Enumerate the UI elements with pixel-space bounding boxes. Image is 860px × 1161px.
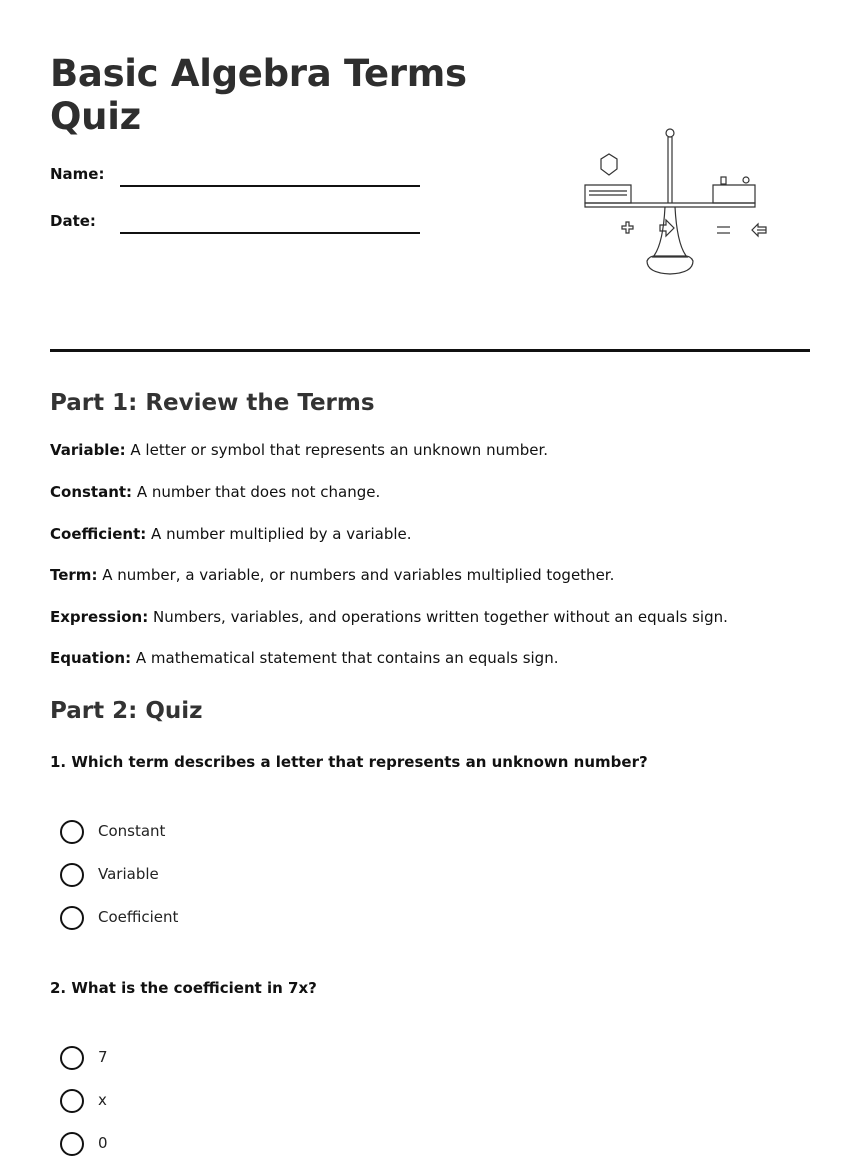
- term-name: Variable:: [50, 441, 126, 459]
- term-expression: [50, 608, 810, 626]
- q2-option-x[interactable]: [60, 1089, 360, 1115]
- arrow-left-icon: [752, 224, 766, 236]
- radio-button[interactable]: [60, 820, 84, 844]
- date-label: Date:: [50, 212, 96, 230]
- radio-button[interactable]: [60, 1046, 84, 1070]
- name-field[interactable]: [120, 185, 420, 187]
- name-label: Name:: [50, 165, 105, 183]
- question-2: 2. What is the coefficient in 7x?: [50, 979, 317, 997]
- term-name: Expression:: [50, 608, 149, 626]
- balance-scale-icon: [565, 125, 780, 280]
- term-definition: A number multiplied by a variable.: [146, 525, 412, 543]
- term-name: Equation:: [50, 649, 132, 667]
- option-label: x: [98, 1091, 107, 1109]
- q1-option-constant[interactable]: [60, 820, 360, 846]
- q2-option-0[interactable]: [60, 1132, 360, 1158]
- radio-button[interactable]: [60, 1132, 84, 1156]
- term-name: Coefficient:: [50, 525, 147, 543]
- term-definition: A number that does not change.: [132, 483, 381, 501]
- q1-option-coefficient[interactable]: [60, 906, 360, 932]
- title-line-2: Quiz: [50, 95, 141, 138]
- option-label: Variable: [98, 865, 159, 883]
- term-constant: [50, 483, 810, 501]
- term-definition: Numbers, variables, and operations written together without an equals sign.: [148, 608, 728, 626]
- name-field-row: [50, 165, 430, 195]
- term-name: Term:: [50, 566, 98, 584]
- radio-button[interactable]: [60, 863, 84, 887]
- term-equation: [50, 649, 810, 667]
- date-field-row: [50, 212, 430, 242]
- option-label: Constant: [98, 822, 166, 840]
- term-definition: A letter or symbol that represents an unknown number.: [125, 441, 549, 459]
- term-name: Constant:: [50, 483, 133, 501]
- radio-button[interactable]: [60, 906, 84, 930]
- title-line-1: Basic Algebra Terms: [50, 52, 467, 95]
- radio-button[interactable]: [60, 1089, 84, 1113]
- plus-icon: [622, 222, 633, 233]
- part1-heading: Part 1: Review the Terms: [50, 390, 375, 416]
- term-definition: A mathematical statement that contains an equals sign.: [131, 649, 559, 667]
- term-definition: A number, a variable, or numbers and variables multiplied together.: [97, 566, 615, 584]
- term-coefficient: [50, 525, 810, 543]
- term-term: [50, 566, 810, 584]
- term-variable: [50, 441, 810, 459]
- q2-option-7[interactable]: [60, 1046, 360, 1072]
- option-label: Coefficient: [98, 908, 179, 926]
- q1-option-variable[interactable]: [60, 863, 360, 889]
- option-label: 7: [98, 1048, 108, 1066]
- question-1: 1. Which term describes a letter that represents an unknown number?: [50, 753, 648, 771]
- part2-heading: Part 2: Quiz: [50, 698, 203, 724]
- option-label: 0: [98, 1134, 108, 1152]
- section-divider: [50, 349, 810, 352]
- date-field[interactable]: [120, 232, 420, 234]
- page-title: [50, 52, 470, 138]
